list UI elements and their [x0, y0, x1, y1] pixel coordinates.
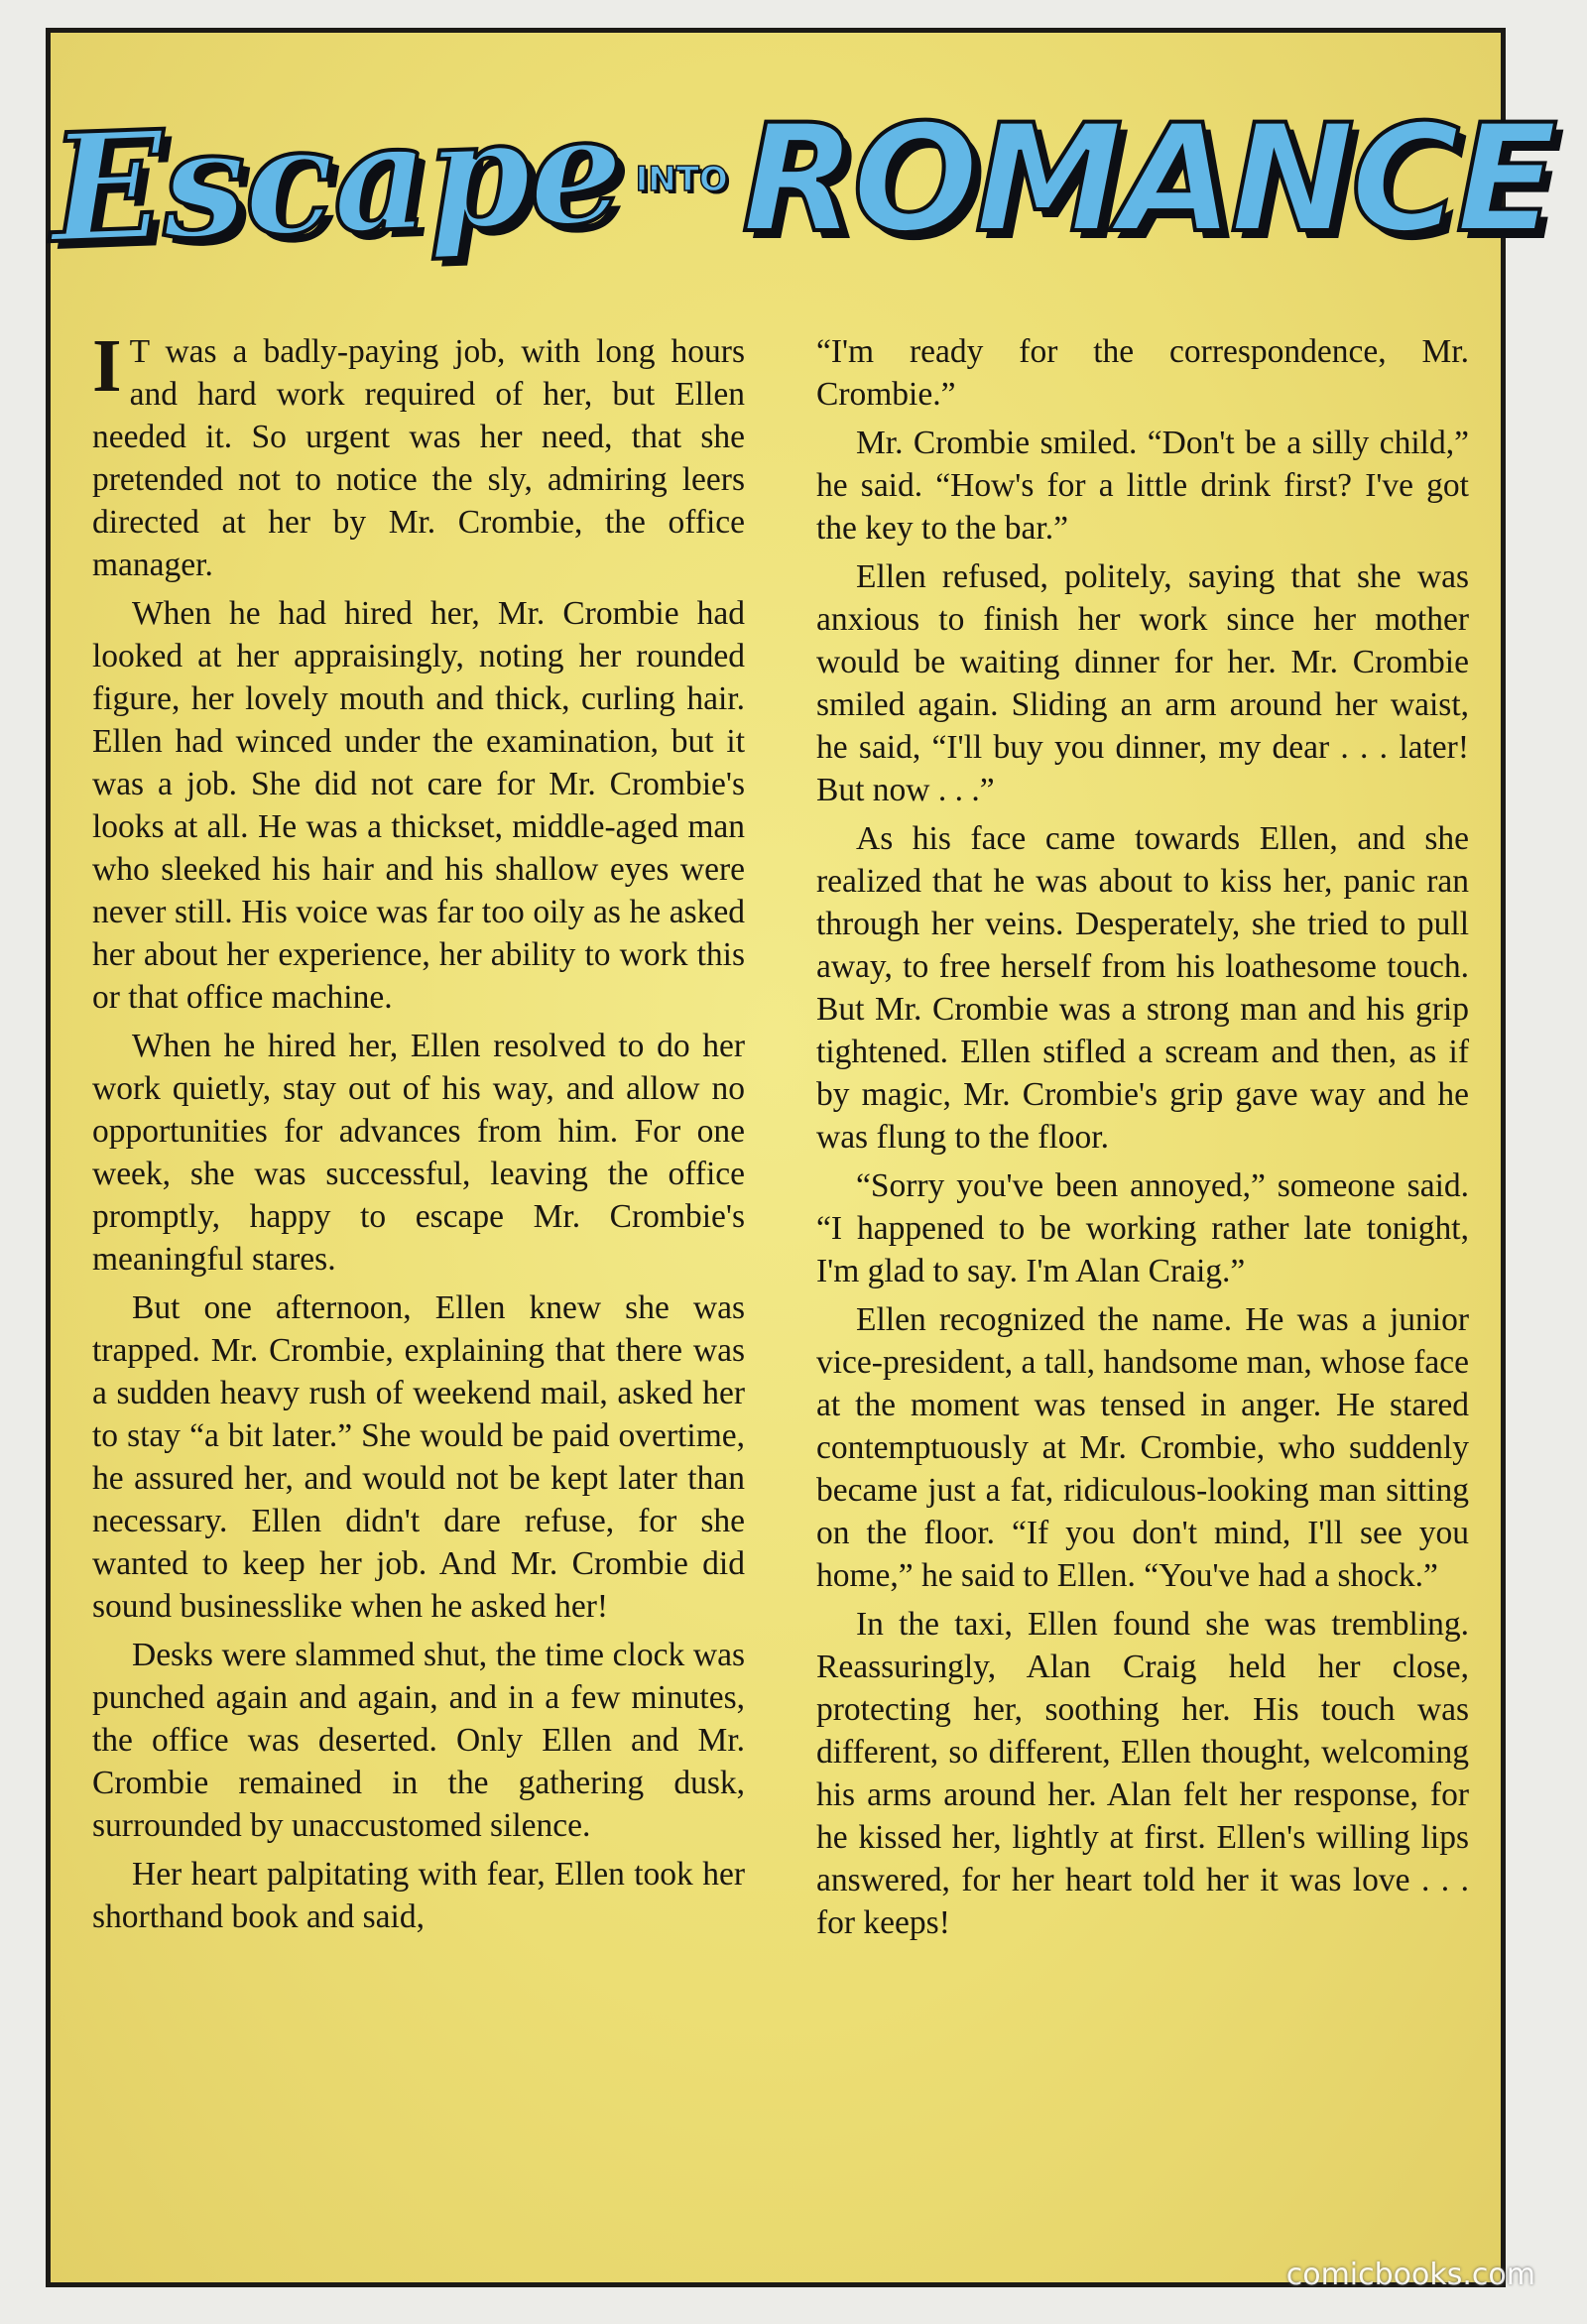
paragraph-text: As his face came towards Ellen, and she realized that he was about to kiss her, panic ran through her veins. Desperately, she tried to pull away, to free herself from his loathesome touch. But Mr. Crombie was a strong man and his grip tightened. Ellen stifled a scream and then, as if by magic, Mr. Crombie's grip gave way and he was flung to the floor. [816, 820, 1469, 1156]
title-into: INTO [635, 160, 728, 199]
story-paragraph [92, 592, 745, 1019]
paragraph-text: But one afternoon, Ellen knew she was trapped. Mr. Crombie, explaining that there was a sudden heavy rush of weekend mail, asked her to stay “a bit later.” She would be paid overtime, he assured her, and would not be kept later than necessary. Ellen didn't dare refuse, for she wanted to keep her job. And Mr. Crombie did sound businesslike when he asked her! [92, 1289, 745, 1625]
story-paragraph [816, 422, 1469, 550]
paragraph-text: Desks were slammed shut, the time clock was punched again and again, and in a few minutes, the office was deserted. Only Ellen and Mr. Crombie remained in the gathering dusk, surrounded by unaccustomed silence. [92, 1637, 745, 1844]
story-paragraph [816, 330, 1469, 416]
story-title [48, 82, 1554, 291]
watermark: comicbooks.com [1285, 2258, 1535, 2292]
paragraph-text: When he had hired her, Mr. Crombie had looked at her appraisingly, noting her rounded figure, her lovely mouth and thick, curling hair. Ellen had winced under the examination, but it was a job. She did not care for Mr. Crombie's looks at all. He was a thickset, middle-aged man who sleeked his hair and his shallow eyes were never still. His voice was far too oily as he asked her about her experience, her ability to work this or that office machine. [92, 595, 745, 1016]
paragraph-text: “Sorry you've been annoyed,” someone said. “I happened to be working rather late tonight, I'm glad to say. I'm Alan Craig.” [816, 1167, 1469, 1289]
paragraph-text: Her heart palpitating with fear, Ellen took her shorthand book and said, [92, 1856, 745, 1935]
story-paragraph [92, 1853, 745, 1938]
paragraph-text: Mr. Crombie smiled. “Don't be a silly child,” he said. “How's for a little drink first? I've got the key to the bar.” [816, 425, 1469, 547]
drop-cap: I [92, 324, 122, 408]
paragraph-text: “I'm ready for the correspondence, Mr. Crombie.” [816, 333, 1469, 413]
story-columns [92, 324, 1469, 2264]
story-paragraph [816, 555, 1469, 811]
left-column [92, 324, 745, 2264]
story-paragraph [92, 1025, 745, 1281]
story-paragraph [816, 1164, 1469, 1292]
title-escape: Escape [48, 82, 625, 277]
title-romance: ROMANCE [741, 93, 1554, 266]
right-column [816, 330, 1469, 2264]
story-paragraph [816, 1603, 1469, 1944]
paragraph-text: Ellen recognized the name. He was a junior vice-president, a tall, handsome man, whose face at the moment was tensed in anger. He stared contemptuously at Mr. Crombie, who suddenly became just a fat, ridiculous-looking man sitting on the floor. “If you don't mind, I'll see you home,” he said to Ellen. “You've had a shock.” [816, 1301, 1469, 1594]
paragraph-text: In the taxi, Ellen found she was trembling. Reassuringly, Alan Craig held her close, protecting her, soothing her. His touch was different, so different, Ellen thought, welcoming his arms around her. Alan felt her response, for he kissed her, lightly at first. Ellen's willing lips answered, for her heart told her it was love . . . for keeps! [816, 1606, 1469, 1941]
paragraph-text: When he hired her, Ellen resolved to do her work quietly, stay out of his way, and allow no opportunities for advances from him. For one week, she was successful, leaving the office promptly, happy to escape Mr. Crombie's meaningful stares. [92, 1028, 745, 1278]
story-paragraph [816, 817, 1469, 1159]
paragraph-text: T was a badly-paying job, with long hours and hard work required of her, but Ellen needed it. So urgent was her need, that she pretended not to notice the sly, admiring leers directed at her by Mr. Crombie, the office manager. [92, 333, 745, 583]
story-paragraph [92, 324, 745, 586]
story-panel [46, 28, 1554, 2287]
paragraph-text: Ellen refused, politely, saying that she was anxious to finish her work since her mother would be waiting dinner for her. Mr. Crombie smiled again. Sliding an arm around her waist, he said, “I'll buy you dinner, my dear . . . later! But now . . .” [816, 558, 1469, 808]
story-paragraph [92, 1634, 745, 1847]
story-paragraph [92, 1286, 745, 1628]
story-paragraph [816, 1298, 1469, 1597]
